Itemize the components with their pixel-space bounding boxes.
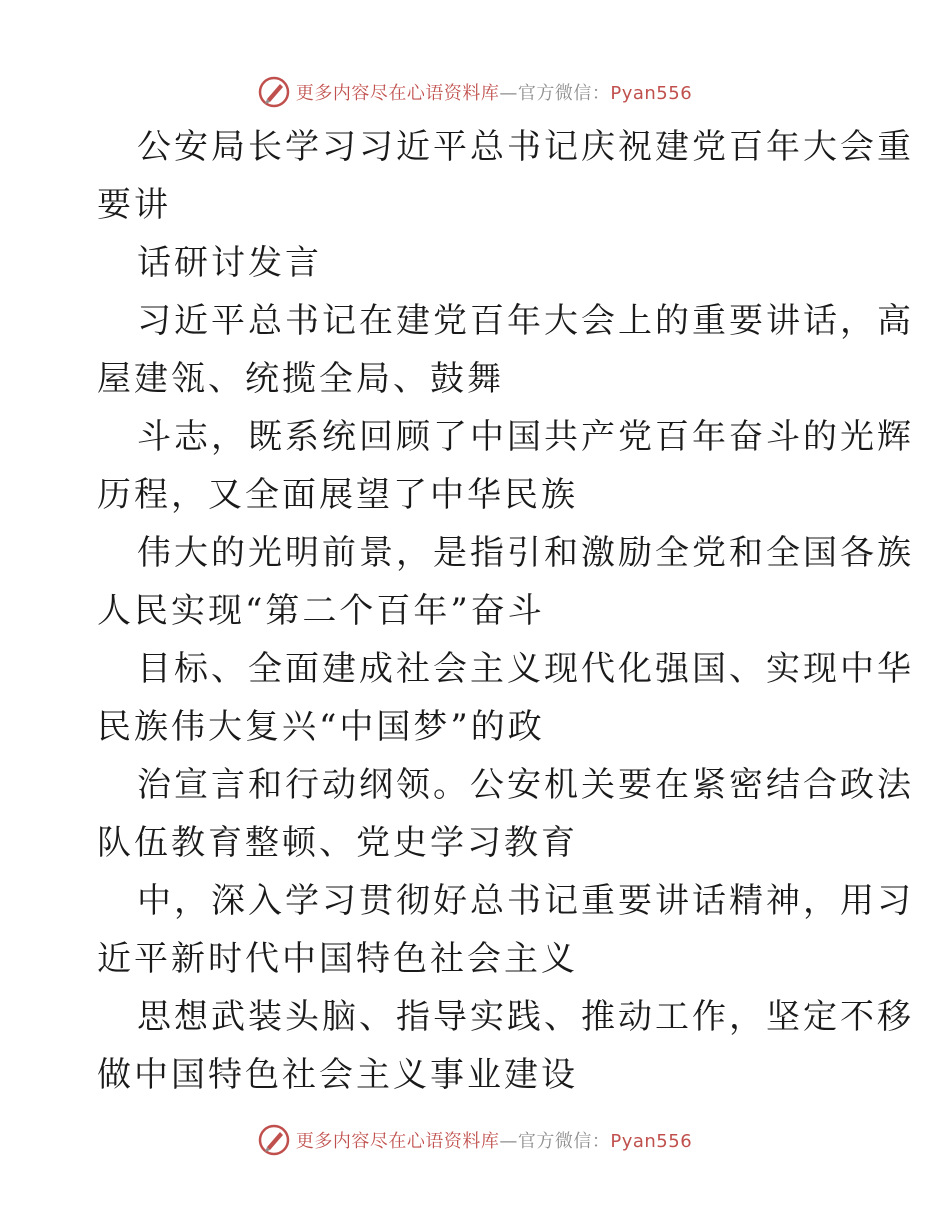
watermark-text: 更多内容尽在心语资料库—官方微信：Pyan556 (295, 83, 693, 104)
watermark-text: 更多内容尽在心语资料库—官方微信：Pyan556 (295, 1131, 693, 1152)
paragraph-line: 屋建瓴、统揽全局、鼓舞 (97, 359, 504, 399)
paragraph-line: 目标、全面建成社会主义现代化强国、实现中华 (137, 649, 914, 689)
paragraph-line: 中，深入学习贯彻好总书记重要讲话精神，用习 (137, 881, 914, 921)
document-body (97, 118, 914, 1104)
paragraph-line: 历程，又全面展望了中华民族 (97, 475, 578, 515)
paragraph (97, 872, 914, 988)
paragraph (97, 118, 914, 234)
paragraph (97, 234, 857, 292)
paragraph (97, 292, 914, 408)
paragraph-line: 人民实现“第二个百年”奋斗 (97, 591, 545, 631)
paragraph-line: 近平新时代中国特色社会主义 (97, 939, 578, 979)
paragraph (97, 408, 914, 524)
paragraph-line: 话研讨发言 (137, 243, 322, 283)
paragraph-line: 习近平总书记在建党百年大会上的重要讲话，高 (137, 301, 914, 341)
paragraph-line: 斗志，既系统回顾了中国共产党百年奋斗的光辉 (137, 417, 914, 457)
paragraph-line: 民族伟大复兴“中国梦”的政 (97, 707, 545, 747)
footer-watermark (0, 1120, 950, 1160)
paragraph-line: 公安局长学习习近平总书记庆祝建党百年大会重 (137, 127, 914, 167)
paragraph (97, 524, 914, 640)
paragraph (97, 988, 914, 1104)
paragraph (97, 640, 914, 756)
paragraph-line: 要讲 (97, 185, 171, 225)
paragraph-line: 思想武装头脑、指导实践、推动工作，坚定不移 (137, 997, 914, 1037)
paragraph-line: 队伍教育整顿、党史学习教育 (97, 823, 578, 863)
paragraph (97, 756, 914, 872)
paragraph-line: 做中国特色社会主义事业建设 (97, 1055, 578, 1095)
paragraph-line: 伟大的光明前景，是指引和激励全党和全国各族 (137, 533, 914, 573)
header-watermark (0, 72, 950, 112)
pen-logo-icon (258, 1124, 290, 1156)
pen-logo-icon (258, 76, 290, 108)
paragraph-line: 治宣言和行动纲领。公安机关要在紧密结合政法 (137, 765, 914, 805)
